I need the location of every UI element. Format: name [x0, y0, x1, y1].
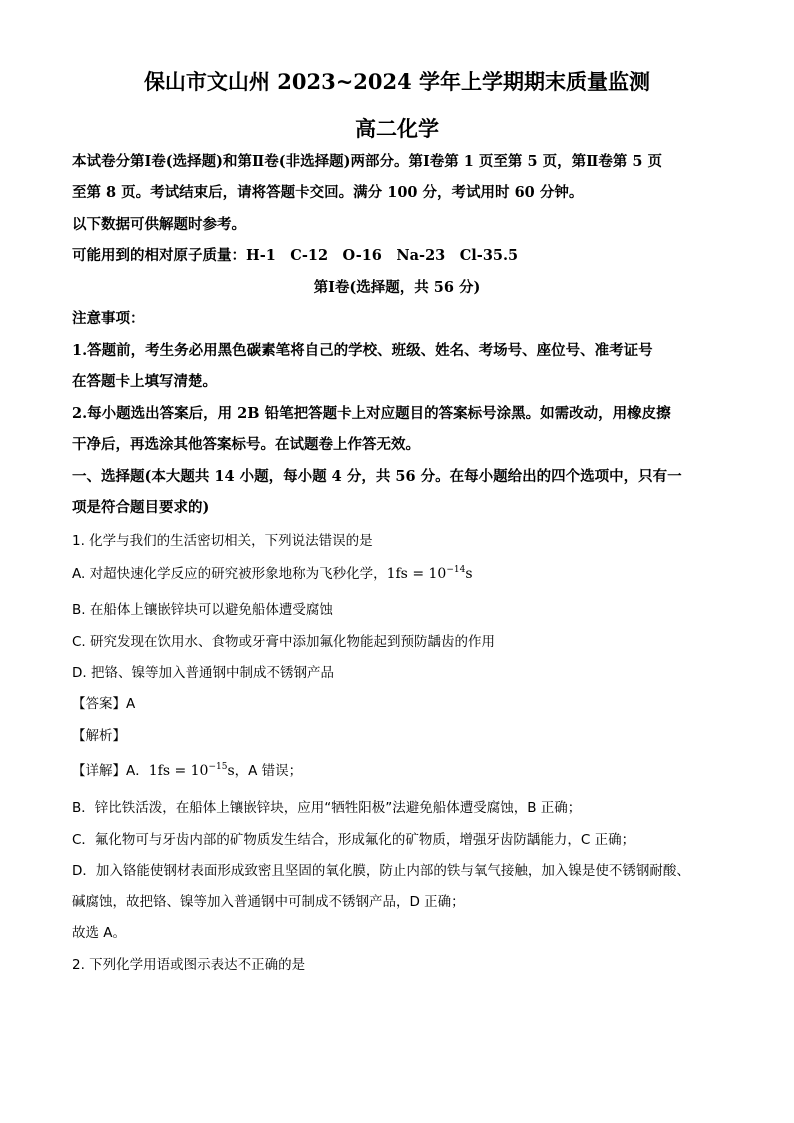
detail-label: 【详解】: [72, 763, 126, 779]
detail-line-d-1: D．加入铬能使钢材表面形成致密且坚固的氧化膜，防止内部的铁与氧气接触，加入镍是使不锈钢耐酸、: [72, 863, 690, 879]
femtosecond-formula: $1fs = 10^{-14}s$: [386, 565, 473, 582]
question-1-stem: 1. 化学与我们的生活密切相关，下列说法错误的是: [72, 533, 373, 549]
notice-2-line-1: 2.每小题选出答案后，用 2B 铅笔把答题卡上对应题目的答案标号涂黑。如需改动，用橡皮擦: [72, 405, 671, 422]
notice-title: 注意事项：: [72, 310, 145, 327]
question-1-option-d: D. 把铬、镍等加入普通钢中制成不锈钢产品: [72, 665, 334, 681]
detail-line-c: C．氟化物可与牙齿内部的矿物质发生结合，形成氟化的矿物质，增强牙齿防龋能力，C 正确；: [72, 832, 636, 848]
detail-line-d-2: 碱腐蚀，故把铬、镍等加入普通钢中可制成不锈钢产品，D 正确；: [72, 894, 465, 910]
question-2-stem: 2. 下列化学用语或图示表达不正确的是: [72, 957, 306, 973]
notice-2-line-2: 干净后，再选涂其他答案标号。在试题卷上作答无效。: [72, 436, 420, 453]
intro-line-2: 至第 8 页。考试结束后，请将答题卡交回。满分 100 分，考试用时 60 分钟。: [72, 184, 584, 201]
detail-line-a: 【详解】A．$1fs = 10^{-15}s$，A 错误；: [72, 762, 303, 779]
intro-line-1: 本试卷分第Ⅰ卷(选择题)和第Ⅱ卷(非选择题)两部分。第Ⅰ卷第 1 页至第 5 页，第Ⅱ卷第 5 页: [72, 153, 663, 170]
part-one-line-1: 一、选择题(本大题共 14 小题，每小题 4 分，共 56 分。在每小题给出的四个选项中，只有一: [72, 468, 682, 485]
exam-subject: 高二化学: [355, 116, 439, 141]
reference-note: 以下数据可供解题时参考。: [72, 216, 246, 233]
question-1-option-b: B. 在船体上镶嵌锌块可以避免船体遭受腐蚀: [72, 602, 333, 618]
exam-title: 保山市文山州 2023~2024 学年上学期期末质量监测: [143, 69, 651, 94]
atomic-masses: 可能用到的相对原子质量：H-1 C-12 O-16 Na-23 Cl-35.5: [72, 247, 519, 264]
notice-1-line-1: 1.答题前，考生务必用黑色碳素笔将自己的学校、班级、姓名、考场号、座位号、准考证号: [72, 342, 653, 359]
part-one-line-2: 项是符合题目要求的): [72, 499, 210, 516]
answer-label: 【答案】: [72, 696, 126, 712]
question-1-option-c: C. 研究发现在饮用水、食物或牙膏中添加氟化物能起到预防龋齿的作用: [72, 634, 496, 650]
answer-line: [72, 692, 135, 712]
answer-value: A: [126, 696, 136, 712]
question-1-option-a: A. 对超快速化学反应的研究被形象地称为飞秒化学，$1fs = 10^{-14}s$: [72, 565, 473, 582]
section-heading: 第Ⅰ卷(选择题，共 56 分): [313, 279, 481, 296]
analysis-label: 【解析】: [72, 728, 126, 744]
detail-formula: $1fs = 10^{-15}s$: [148, 762, 235, 779]
notice-1-line-2: 在答题卡上填写清楚。: [72, 373, 217, 390]
detail-line-b: B．锌比铁活泼，在船体上镶嵌锌块，应用“牺牲阳极”法避免船体遭受腐蚀，B 正确；: [72, 800, 582, 816]
conclusion: 故选 A。: [72, 925, 127, 941]
